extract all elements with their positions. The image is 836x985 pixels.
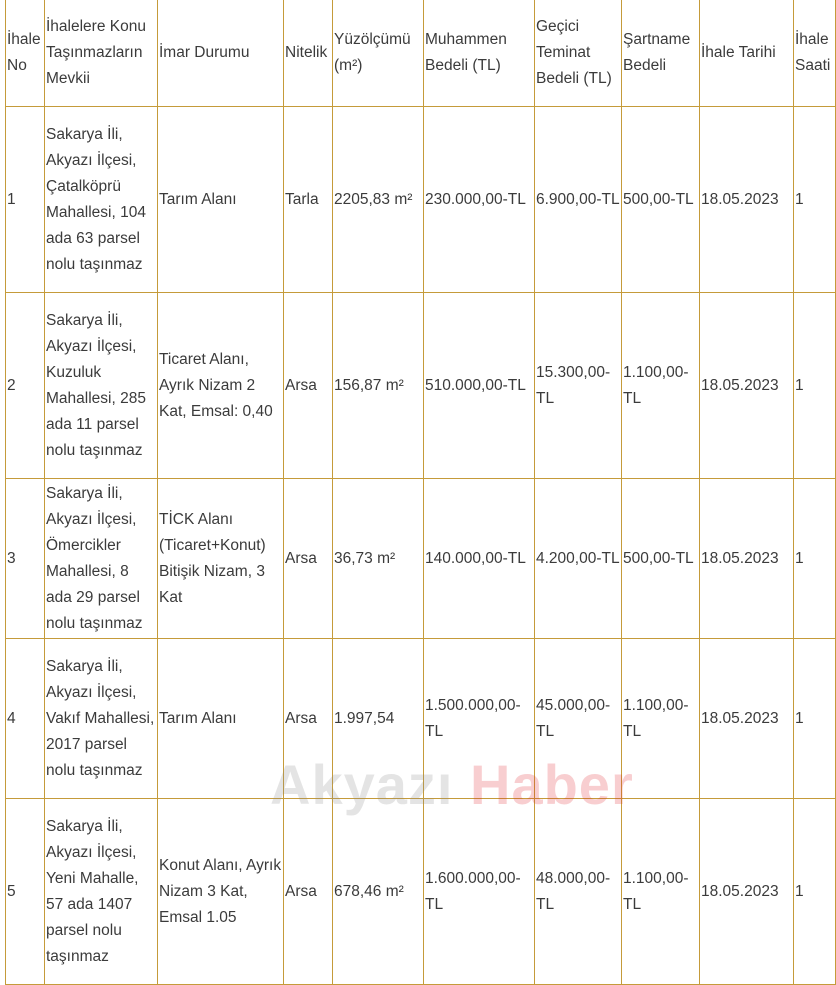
header-ihale-saati: İhale Saati (794, 0, 836, 107)
cell-ihale-saati: 1 (794, 799, 836, 985)
cell-sartname-bedeli: 1.100,00-TL (622, 293, 700, 479)
cell-yuzolcumu: 36,73 m² (333, 479, 424, 639)
header-mevki: İhalelere Konu Taşınmazların Mevkii (45, 0, 158, 107)
header-nitelik: Nitelik (284, 0, 333, 107)
cell-imar-durumu: Tarım Alanı (158, 107, 284, 293)
cell-ihale-tarihi: 18.05.2023 (700, 799, 794, 985)
cell-nitelik: Arsa (284, 799, 333, 985)
header-yuzolcumu: Yüzölçümü (m²) (333, 0, 424, 107)
cell-imar-durumu: Tarım Alanı (158, 639, 284, 799)
header-gecici-teminat: Geçici Teminat Bedeli (TL) (535, 0, 622, 107)
cell-ihale-tarihi: 18.05.2023 (700, 107, 794, 293)
cell-mevki: Sakarya İli, Akyazı İlçesi, Vakıf Mahallesi, 2017 parsel nolu taşınmaz (45, 639, 158, 799)
cell-ihale-no: 1 (6, 107, 45, 293)
cell-nitelik: Arsa (284, 293, 333, 479)
cell-gecici-teminat: 45.000,00-TL (535, 639, 622, 799)
cell-gecici-teminat: 48.000,00-TL (535, 799, 622, 985)
cell-sartname-bedeli: 1.100,00-TL (622, 799, 700, 985)
cell-muhammen-bedeli: 1.500.000,00-TL (424, 639, 535, 799)
cell-muhammen-bedeli: 1.600.000,00-TL (424, 799, 535, 985)
cell-ihale-no: 5 (6, 799, 45, 985)
cell-imar-durumu: Konut Alanı, Ayrık Nizam 3 Kat, Emsal 1.05 (158, 799, 284, 985)
cell-gecici-teminat: 15.300,00-TL (535, 293, 622, 479)
cell-yuzolcumu: 156,87 m² (333, 293, 424, 479)
cell-imar-durumu: TİCK Alanı (Ticaret+Konut) Bitişik Nizam, 3 Kat (158, 479, 284, 639)
table-row (6, 639, 836, 799)
cell-muhammen-bedeli: 140.000,00-TL (424, 479, 535, 639)
cell-mevki: Sakarya İli, Akyazı İlçesi, Ömercikler Mahallesi, 8 ada 29 parsel nolu taşınmaz (45, 479, 158, 639)
cell-ihale-saati: 1 (794, 107, 836, 293)
cell-yuzolcumu: 2205,83 m² (333, 107, 424, 293)
header-ihale-no: İhale No (6, 0, 45, 107)
cell-mevki: Sakarya İli, Akyazı İlçesi, Kuzuluk Mahallesi, 285 ada 11 parsel nolu taşınmaz (45, 293, 158, 479)
cell-ihale-no: 2 (6, 293, 45, 479)
table-row (6, 293, 836, 479)
tender-table (5, 0, 836, 985)
header-ihale-tarihi: İhale Tarihi (700, 0, 794, 107)
table-row (6, 799, 836, 985)
cell-yuzolcumu: 678,46 m² (333, 799, 424, 985)
cell-mevki: Sakarya İli, Akyazı İlçesi, Yeni Mahalle, 57 ada 1407 parsel nolu taşınmaz (45, 799, 158, 985)
table-header-row (6, 0, 836, 107)
tender-table-container (5, 0, 835, 985)
header-imar-durumu: İmar Durumu (158, 0, 284, 107)
cell-gecici-teminat: 6.900,00-TL (535, 107, 622, 293)
cell-imar-durumu: Ticaret Alanı, Ayrık Nizam 2 Kat, Emsal: 0,40 (158, 293, 284, 479)
cell-ihale-tarihi: 18.05.2023 (700, 293, 794, 479)
cell-ihale-tarihi: 18.05.2023 (700, 639, 794, 799)
cell-sartname-bedeli: 500,00-TL (622, 107, 700, 293)
header-sartname-bedeli: Şartname Bedeli (622, 0, 700, 107)
cell-ihale-saati: 1 (794, 639, 836, 799)
cell-ihale-saati: 1 (794, 293, 836, 479)
cell-nitelik: Arsa (284, 479, 333, 639)
watermark-part2: Haber (470, 753, 634, 816)
table-row (6, 107, 836, 293)
cell-mevki: Sakarya İli, Akyazı İlçesi, Çatalköprü Mahallesi, 104 ada 63 parsel nolu taşınmaz (45, 107, 158, 293)
cell-muhammen-bedeli: 510.000,00-TL (424, 293, 535, 479)
cell-gecici-teminat: 4.200,00-TL (535, 479, 622, 639)
cell-muhammen-bedeli: 230.000,00-TL (424, 107, 535, 293)
header-muhammen-bedeli: Muhammen Bedeli (TL) (424, 0, 535, 107)
cell-nitelik: Arsa (284, 639, 333, 799)
cell-ihale-no: 3 (6, 479, 45, 639)
cell-sartname-bedeli: 500,00-TL (622, 479, 700, 639)
watermark-part1: Akyazı (270, 753, 454, 816)
cell-ihale-saati: 1 (794, 479, 836, 639)
table-row (6, 479, 836, 639)
cell-ihale-no: 4 (6, 639, 45, 799)
cell-nitelik: Tarla (284, 107, 333, 293)
cell-sartname-bedeli: 1.100,00-TL (622, 639, 700, 799)
cell-ihale-tarihi: 18.05.2023 (700, 479, 794, 639)
cell-yuzolcumu: 1.997,54 (333, 639, 424, 799)
